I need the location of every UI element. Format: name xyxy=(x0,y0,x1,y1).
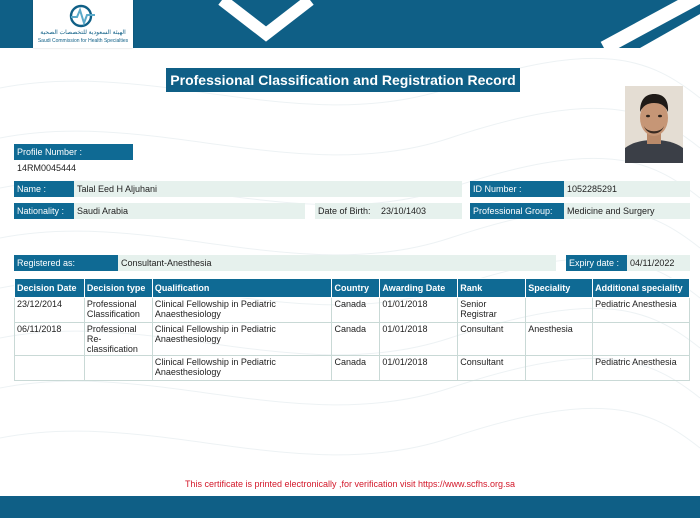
nationality-value: Saudi Arabia xyxy=(74,203,305,219)
column-header: Decision Date xyxy=(15,279,85,298)
table-cell: Pediatric Anesthesia xyxy=(593,356,690,381)
table-cell: Canada xyxy=(332,298,380,323)
table-cell xyxy=(593,323,690,356)
name-label: Name : xyxy=(14,181,74,197)
table-header-row xyxy=(15,279,690,298)
table-cell xyxy=(84,356,152,381)
table-cell xyxy=(526,298,593,323)
page-title: Professional Classification and Registration Record xyxy=(166,68,520,92)
name-value: Talal Eed H Aljuhani xyxy=(74,181,462,197)
table-cell xyxy=(526,356,593,381)
professional-group-label: Professional Group: xyxy=(470,203,564,219)
column-header: Rank xyxy=(458,279,526,298)
table-cell: Professional Classification xyxy=(84,298,152,323)
nationality-label: Nationality : xyxy=(14,203,74,219)
profile-photo xyxy=(625,86,683,163)
expiry-date-value: 04/11/2022 xyxy=(627,255,690,271)
verification-note: This certificate is printed electronically ,for verification visit https://www.scfhs.org.sa xyxy=(184,479,516,489)
table-cell: Senior Registrar xyxy=(458,298,526,323)
table-cell: 01/01/2018 xyxy=(380,323,458,356)
org-name-arabic: الهيئة السعودية للتخصصات الصحية xyxy=(40,30,126,36)
table-cell xyxy=(15,356,85,381)
logo-icon xyxy=(67,4,99,28)
id-number-label: ID Number : xyxy=(470,181,564,197)
expiry-date-label: Expiry date : xyxy=(566,255,627,271)
registered-as-value: Consultant-Anesthesia xyxy=(118,255,556,271)
table-cell: Consultant xyxy=(458,323,526,356)
footer-band xyxy=(0,496,700,518)
classification-records-table xyxy=(14,278,690,381)
table-cell: Canada xyxy=(332,323,380,356)
column-header: Qualification xyxy=(152,279,332,298)
dob-value: 23/10/1403 xyxy=(378,203,462,219)
table-cell: 01/01/2018 xyxy=(380,356,458,381)
table-cell: Anesthesia xyxy=(526,323,593,356)
table-cell: Clinical Fellowship in Pediatric Anaesthesiology xyxy=(152,356,332,381)
registered-as-label: Registered as: xyxy=(14,255,118,271)
professional-group-value: Medicine and Surgery xyxy=(564,203,690,219)
column-header: Additional speciality xyxy=(593,279,690,298)
column-header: Country xyxy=(332,279,380,298)
table-row xyxy=(15,298,690,323)
table-cell: Canada xyxy=(332,356,380,381)
table-cell: Clinical Fellowship in Pediatric Anaesthesiology xyxy=(152,323,332,356)
org-logo xyxy=(33,0,133,48)
table-row xyxy=(15,323,690,356)
table-cell: Pediatric Anesthesia xyxy=(593,298,690,323)
dob-label: Date of Birth: xyxy=(315,203,378,219)
column-header: Decision type xyxy=(84,279,152,298)
person-photo-icon xyxy=(625,86,683,163)
profile-number-value: 14RM0045444 xyxy=(14,160,133,176)
org-name-english: Saudi Commission for Health Specialties xyxy=(37,38,129,44)
table-cell: Consultant xyxy=(458,356,526,381)
background-watermark xyxy=(0,48,700,496)
table-row xyxy=(15,356,690,381)
id-number-value: 1052285291 xyxy=(564,181,690,197)
profile-number-label: Profile Number : xyxy=(14,144,133,160)
column-header: Awarding Date xyxy=(380,279,458,298)
table-cell: 23/12/2014 xyxy=(15,298,85,323)
table-cell: 06/11/2018 xyxy=(15,323,85,356)
table-cell: 01/01/2018 xyxy=(380,298,458,323)
column-header: Speciality xyxy=(526,279,593,298)
table-cell: Professional Re-classification xyxy=(84,323,152,356)
table-cell: Clinical Fellowship in Pediatric Anaesthesiology xyxy=(152,298,332,323)
